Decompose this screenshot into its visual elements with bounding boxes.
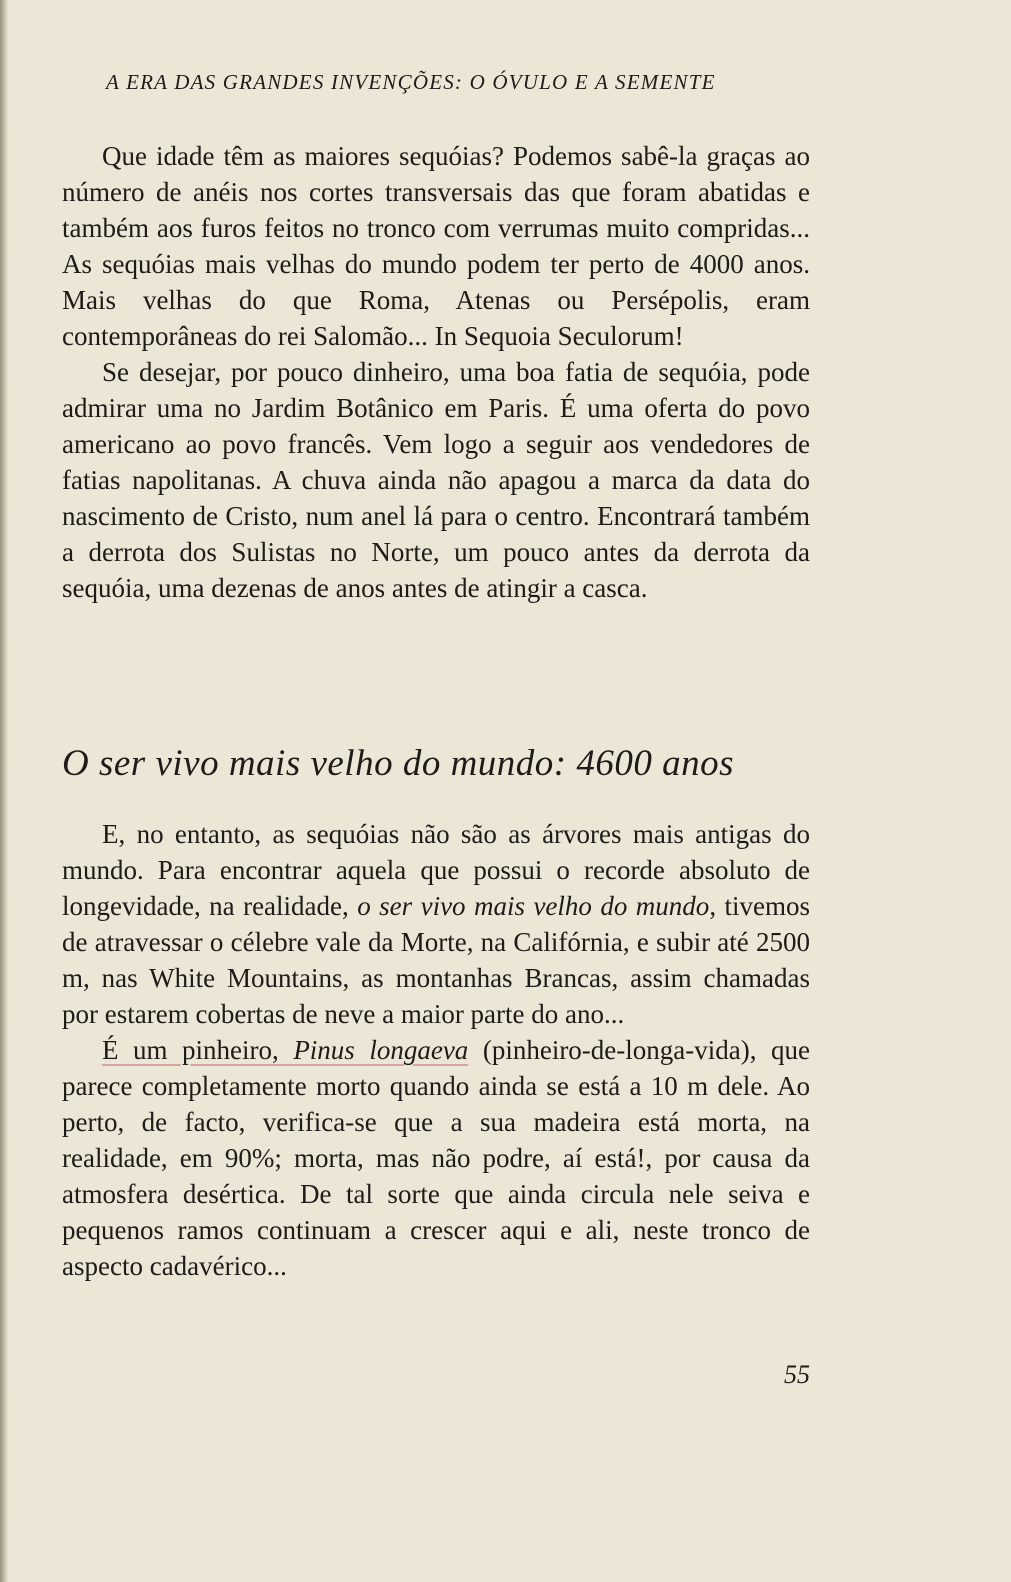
running-header: A ERA DAS GRANDES INVENÇÕES: O ÓVULO E A SEMENTE bbox=[106, 70, 716, 94]
section-sequoias bbox=[62, 138, 810, 606]
paragraph-oldest-tree bbox=[62, 816, 810, 1032]
paragraph-pinus-longaeva bbox=[62, 1032, 810, 1284]
page-number: 55 bbox=[784, 1360, 810, 1389]
text-run: E, no entanto, as sequóias não são as árvores mais antigas do mundo. Para encontrar aquela que possui o recorde absoluto de longevidade, na realidade, bbox=[62, 819, 810, 921]
text-run: , tivemos de atravessar o célebre vale da Morte, na Califórnia, e subir até 2500 m, nas White Mountains, as montanhas Brancas, assim chamadas por estarem cobertas de neve a maior parte do ano... bbox=[62, 891, 811, 1029]
section-oldest-living-being bbox=[62, 816, 810, 1284]
text-run: É um pinheiro, bbox=[102, 1035, 294, 1065]
paragraph-sequoia-age: Que idade têm as maiores sequóias? Podemos sabê-la graças ao número de anéis nos cortes transversais das que foram abatidas e também aos furos feitos no tronco com verrumas muito compridas... As sequóias mais velhas do mundo podem ter perto de 4000 anos. Mais velhas do que Roma, Atenas ou Persépolis, eram contemporâneas do rei Salomão... In Sequoia Seculorum! bbox=[62, 141, 810, 351]
emphasis-phrase: o ser vivo mais velho do mundo bbox=[357, 891, 710, 921]
underlined-text bbox=[102, 1035, 468, 1065]
paragraph-sequoia-slice: Se desejar, por pouco dinheiro, uma boa fatia de sequóia, pode admirar uma no Jardim Botânico em Paris. É uma oferta do povo americano ao povo francês. Vem logo a seguir aos vendedores de fatias napolitanas. A chuva ainda não apagou a marca da data do nascimento de Cristo, num anel lá para o centro. Encontrará também a derrota dos Sulistas no Norte, um pouco antes da derrota da sequóia, uma dezenas de anos antes de atingir a casca. bbox=[62, 357, 810, 603]
text-run: (pinheiro-de-longa-vida), que parece completamente morto quando ainda se está a 10 m dele. Ao perto, de facto, verifica-se que a sua madeira está morta, na realidade, em 90%; morta, mas não podre, aí está!, por causa da atmosfera desértica. De tal sorte que ainda circula nele seiva e pequenos ramos continuam a crescer aqui e ali, neste tronco de aspecto cadavérico... bbox=[62, 1035, 810, 1281]
species-name: Pinus longaeva bbox=[293, 1035, 469, 1065]
section-heading: O ser vivo mais velho do mundo: 4600 anos bbox=[62, 743, 735, 784]
